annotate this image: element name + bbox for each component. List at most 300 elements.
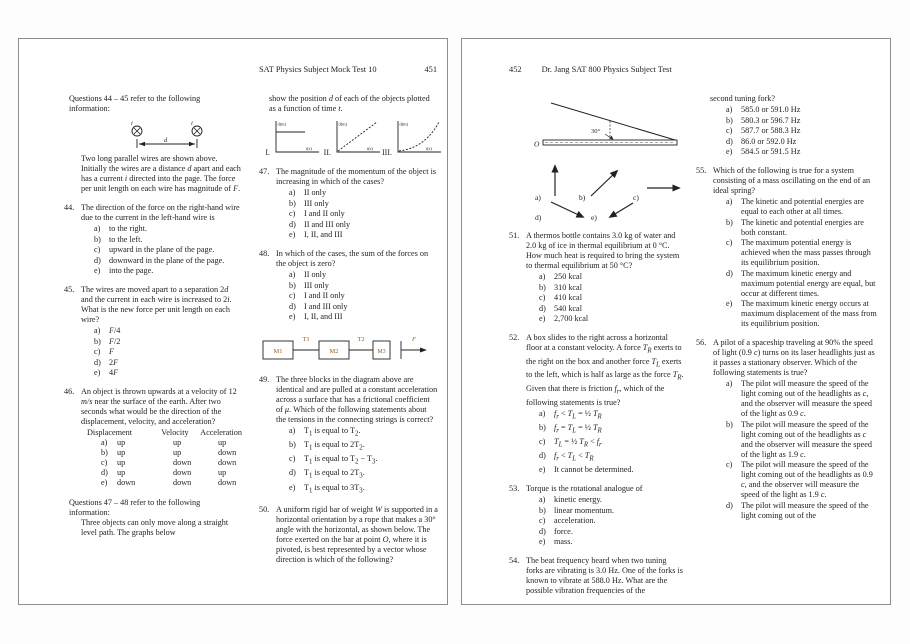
option-label: a)	[289, 188, 296, 197]
answer-option	[526, 314, 685, 324]
option-label: e)	[289, 482, 296, 492]
option-label: b)	[726, 115, 733, 125]
cell-velocity: down	[173, 458, 192, 467]
pivot-label: O	[534, 139, 540, 149]
question-stem: The wires are moved apart to a separation 2d and the current in each wire is increased to 2i. What is the new force per unit length on each wire?	[81, 285, 232, 324]
answer-option	[81, 256, 242, 266]
arrow-down-right	[551, 202, 583, 217]
option-text: The pilot will measure the speed of the light coming out of the	[741, 500, 869, 520]
answer-option	[526, 495, 685, 505]
option-text: 540 kcal	[554, 303, 582, 313]
tension-1-label: T1	[302, 336, 310, 343]
option-label: a)	[726, 197, 733, 206]
answer-option	[526, 527, 685, 537]
option-label: a)	[726, 379, 733, 388]
question-number: 51.	[509, 231, 520, 240]
pivoted-bar-rope-diagram	[515, 100, 685, 150]
graph-III	[381, 118, 442, 158]
question-number: 50.	[259, 505, 270, 515]
option-text: F	[109, 347, 115, 356]
answer-option	[81, 245, 242, 255]
option-text: $f_r < T_L$ = ½ $T_R$	[554, 408, 602, 421]
option-label: a)	[726, 105, 733, 114]
option-label: a)	[94, 224, 101, 233]
option-text: $T_1$ is equal to $2T_3$.	[304, 468, 365, 481]
table-row	[81, 438, 242, 448]
position-time-graphs	[259, 118, 438, 158]
answer-option	[713, 299, 878, 329]
option-label: a)	[94, 326, 101, 335]
svg-text:d(m): d(m)	[277, 121, 287, 127]
answer-option	[526, 409, 685, 423]
option-label: b)	[539, 505, 546, 515]
left-page-column-2	[259, 94, 438, 565]
option-label: c)	[94, 347, 101, 356]
option-label: d)	[289, 301, 296, 311]
question-stem: In which of the cases, the sum of the forces on the object is zero?	[276, 249, 429, 268]
cell-velocity: down	[173, 478, 192, 487]
option-label: d)	[94, 357, 101, 367]
option-label: e)	[289, 230, 296, 239]
answer-option	[276, 270, 438, 280]
answer-options	[713, 105, 878, 157]
table-body	[81, 438, 242, 488]
cell-acceleration: down	[218, 458, 237, 467]
option-text: $T_L$ = ½ $T_R < f_r$	[554, 436, 602, 449]
option-label: b)	[289, 280, 296, 290]
graph-III-plot	[393, 118, 442, 158]
question-stem: The direction of the force on the right-hand wire due to the current in the left-hand wire is	[81, 203, 240, 222]
option-label: e)	[289, 312, 296, 321]
option-label: a)	[539, 495, 546, 505]
answer-option	[713, 105, 878, 115]
question-number: 48.	[259, 249, 270, 258]
answer-option	[526, 506, 685, 516]
option-label: b)	[94, 234, 101, 244]
answer-option	[713, 147, 878, 157]
question-47	[259, 167, 438, 240]
table-row	[81, 468, 242, 478]
three-blocks-diagram	[261, 334, 438, 366]
parallel-wires-diagram	[112, 118, 242, 151]
option-text: into the page.	[109, 266, 154, 275]
option-text: $f_r < T_L < T_R$	[554, 450, 594, 463]
graph-label: II.	[323, 148, 331, 157]
option-text: II only	[304, 270, 327, 279]
ref-47-48-intro: Three objects can only move along a straight level path. The graphs below	[81, 518, 229, 537]
option-label: d)	[289, 468, 296, 478]
force-label: F	[412, 336, 416, 343]
question-54-options	[696, 104, 878, 157]
answer-option	[526, 283, 685, 293]
left-current-label: i	[131, 120, 133, 127]
option-text: The pilot will measure the speed of the light coming out of the headlights as c and the observer will measure the speed of the light as 1.9 c.	[741, 419, 872, 459]
question-stem: A pilot of a spaceship traveling at 90% the speed of light (0.9 c) turns on its laser headlights just as it passes a stationary observer. Which of the following statements is true?	[713, 338, 875, 377]
option-text: 2F	[109, 357, 119, 367]
option-text: 580.3 or 596.7 Hz	[741, 115, 801, 125]
answer-option	[81, 326, 242, 336]
option-text: The maximum potential energy is achieved when the mass passes through its equilibrium position.	[741, 238, 871, 267]
answer-option	[276, 468, 438, 482]
option-text: III only	[304, 280, 329, 290]
answer-option	[526, 423, 685, 437]
block-1-label: M1	[273, 348, 283, 355]
answer-option	[526, 537, 685, 547]
option-text: mass.	[554, 537, 573, 547]
distance-label: d	[164, 137, 168, 144]
question-number: 54.	[509, 556, 520, 566]
option-label: a)	[539, 408, 546, 418]
option-label: e)	[94, 368, 101, 377]
question-56	[696, 338, 878, 521]
cell-velocity: up	[173, 448, 182, 457]
answer-option	[276, 199, 438, 209]
answer-option	[526, 516, 685, 526]
question-54	[509, 556, 685, 596]
cell-displacement: up	[117, 448, 126, 457]
block-3-label: M3	[377, 349, 386, 355]
question-stem: Torque is the rotational analogue of	[526, 484, 643, 494]
answer-option	[526, 272, 685, 282]
header-title: SAT Physics Subject Mock Test 10	[259, 65, 377, 74]
cell-velocity: up	[173, 438, 182, 447]
option-text: $T_1$ is equal to $T_2$.	[304, 426, 361, 438]
question-stem: A thermos bottle contains 3.0 kg of water and 2.0 kg of ice in thermal equilibrium at 0 °C. How much heat is required to bring the system to thermal equilibrium at 50 °C?	[526, 231, 680, 270]
ref-47-48-intro-continued: show the position d of each of the objects plotted as a function of time t.	[269, 94, 430, 113]
graph-label: III.	[382, 148, 392, 157]
option-label: e)	[94, 266, 101, 275]
answer-option	[81, 224, 242, 234]
answer-options	[81, 224, 242, 276]
answer-option	[713, 420, 878, 460]
right-page-column-1	[509, 94, 685, 596]
option-label: b)	[726, 419, 733, 429]
answer-options	[713, 379, 878, 521]
answer-options	[276, 188, 438, 240]
cell-acceleration: up	[218, 468, 227, 477]
cell-acceleration: down	[218, 478, 237, 487]
cell-displacement: up	[117, 458, 126, 467]
option-label: a)	[289, 426, 296, 435]
left-page-column-1	[64, 94, 242, 538]
option-b-label: b)	[579, 193, 586, 202]
question-number: 53.	[509, 484, 520, 494]
block-2-label: M2	[329, 348, 339, 355]
option-label: c)	[539, 436, 546, 446]
question-stem: The beat frequency heard when two tuning forks are vibrating is 3.0 Hz. One of the forks is known to vibrate at 588.0 Hz. What are the possible vibration frequencies of the	[526, 556, 683, 596]
option-label: d)	[726, 500, 733, 510]
option-d-label: d)	[535, 213, 542, 222]
tension-2-label: T2	[357, 336, 365, 343]
option-text: acceleration.	[554, 516, 596, 526]
option-label: e)	[539, 537, 546, 547]
question-46	[64, 387, 242, 488]
option-text: I, II, and III	[304, 312, 343, 321]
question-52	[509, 333, 685, 475]
option-label: d)	[726, 136, 733, 146]
graph-label: I.	[265, 148, 270, 157]
option-label: c)	[539, 516, 546, 526]
option-c-label: c)	[633, 193, 639, 202]
cell-displacement: up	[117, 438, 126, 447]
cell-displacement: down	[117, 478, 136, 487]
answer-options	[276, 426, 438, 496]
answer-option	[276, 312, 438, 322]
arrow-down-left	[610, 203, 633, 217]
option-text: downward in the plane of the page.	[109, 255, 225, 265]
option-label: b)	[539, 282, 546, 292]
option-label: a)	[101, 438, 108, 447]
option-label: e)	[101, 478, 108, 487]
option-text: force.	[554, 526, 573, 536]
option-label: c)	[539, 293, 546, 302]
book-page-left	[18, 38, 448, 605]
graph-I-plot	[271, 118, 320, 158]
answer-option	[713, 460, 878, 500]
question-stem: An object is thrown upwards at a velocity of 12 m/s near the surface of the earth. After two seconds what would be the direction of the displacement, velocity, and acceleration?	[81, 387, 237, 426]
answer-option	[526, 451, 685, 465]
answer-option	[276, 483, 438, 497]
answer-option	[276, 220, 438, 230]
option-label: b)	[101, 448, 108, 457]
option-label: d)	[101, 468, 108, 477]
answer-option	[276, 440, 438, 454]
graph-II-plot	[332, 118, 381, 158]
question-number: 44.	[64, 203, 75, 212]
option-text: $T_1$ is equal to $3T_3$.	[304, 482, 365, 495]
svg-text:t(s): t(s)	[367, 146, 373, 151]
col-header-acceleration: Acceleration	[200, 428, 242, 437]
page-number: 452	[509, 65, 522, 74]
option-text: 584.5 or 591.5 Hz	[741, 147, 801, 156]
option-label: c)	[289, 291, 296, 300]
answer-option	[276, 291, 438, 301]
option-label: a)	[289, 270, 296, 279]
book-page-right	[461, 38, 891, 605]
question-54-continued: second tuning fork?	[710, 94, 776, 103]
option-text: to the left.	[109, 234, 143, 244]
option-a-label: a)	[535, 193, 541, 202]
header-title: Dr. Jang SAT 800 Physics Subject Test	[541, 65, 672, 74]
option-text: The kinetic and potential energies are equal to each other at all times.	[741, 197, 864, 216]
option-label: e)	[539, 465, 546, 475]
question-stem: A uniform rigid bar of weight W is supported in a horizontal orientation by a rope that makes a 30° angle with the horizontal, as shown below. The force exerted on the bar at point O, where it is pivoted, is best represented by a vector whose direction is which of the following?	[276, 505, 438, 565]
question-49	[259, 375, 438, 496]
option-label: d)	[539, 450, 546, 460]
option-text: $f_r = T_L$ = ½ $T_R$	[554, 422, 602, 435]
answer-option	[276, 454, 438, 468]
answer-option	[81, 266, 242, 276]
answer-option	[526, 304, 685, 314]
page-number: 451	[424, 65, 437, 74]
option-label: d)	[539, 526, 546, 536]
answer-options	[526, 495, 685, 547]
answer-option	[526, 465, 685, 475]
graph-I	[259, 118, 320, 158]
option-label: c)	[101, 458, 108, 467]
option-label: c)	[289, 454, 296, 464]
option-text: III only	[304, 198, 329, 208]
ref-44-45-intro: Two long parallel wires are shown above. Initially the wires are a distance d apart and each has a current i directed into the page. The force per unit length on each wire has magnitude of F.	[81, 154, 241, 193]
option-text: The kinetic and potential energies are both constant.	[741, 217, 864, 237]
option-label: e)	[726, 147, 733, 156]
option-text: 2,700 kcal	[554, 314, 589, 323]
answer-options	[713, 197, 878, 329]
option-label: a)	[539, 272, 546, 281]
answer-options	[276, 270, 438, 322]
answer-option	[526, 293, 685, 303]
answer-option	[276, 302, 438, 312]
answer-option	[713, 116, 878, 126]
answer-option	[276, 230, 438, 240]
option-text: F/2	[109, 336, 121, 346]
ref-47-48-heading: Questions 47 – 48 refer to the following information:	[69, 498, 201, 517]
option-label: c)	[726, 238, 733, 247]
option-text: The maximum kinetic energy occurs at maximum displacement of the mass from its equilibrium position.	[741, 299, 877, 328]
option-label: d)	[726, 268, 733, 278]
answer-option	[713, 218, 878, 238]
question-number: 46.	[64, 387, 75, 396]
option-label: b)	[289, 440, 296, 450]
answer-option	[81, 368, 242, 378]
option-text: F/4	[109, 326, 121, 335]
answer-option	[276, 188, 438, 198]
answer-options	[526, 409, 685, 476]
option-text: 250 kcal	[554, 272, 582, 281]
question-stem: Which of the following is true for a system consisting of a mass oscillating on the end of an ideal spring?	[713, 166, 871, 195]
answer-option	[713, 238, 878, 268]
option-text: I and II only	[304, 209, 345, 218]
option-text: I and III only	[304, 301, 348, 311]
option-text: I and II only	[304, 291, 345, 300]
cell-velocity: down	[173, 468, 192, 477]
direction-answer-arrows	[521, 156, 685, 222]
option-text: 4F	[109, 368, 119, 377]
col-header-velocity: Velocity	[161, 428, 189, 437]
option-label: d)	[94, 255, 101, 265]
arrow-up-right	[591, 171, 617, 196]
option-text: 86.0 or 592.0 Hz	[741, 136, 797, 146]
question-44	[64, 203, 242, 276]
answer-option	[713, 137, 878, 147]
table-row	[81, 458, 242, 468]
cell-acceleration: down	[218, 448, 237, 457]
question-number: 49.	[259, 375, 270, 384]
answer-option	[276, 209, 438, 219]
question-number: 55.	[696, 166, 707, 175]
svg-text:t(s): t(s)	[306, 146, 312, 151]
question-stem: A box slides to the right across a horizontal floor at a constant velocity. A force $T_R$ exerts to the right on the box and another force $T_L$ exerts to the left, which is half as large as the force $T_R$. Given that there is friction $f_r$, which of the following statements is true?	[526, 333, 684, 407]
right-current-label: i	[191, 120, 193, 127]
option-label: c)	[289, 209, 296, 218]
svg-text:t(s): t(s)	[426, 146, 432, 151]
option-text: II and III only	[304, 219, 351, 229]
cell-acceleration: up	[218, 438, 227, 447]
ref-44-45-heading: Questions 44 – 45 refer to the following information:	[69, 94, 201, 113]
svg-text:d(m): d(m)	[399, 121, 409, 127]
answer-option	[713, 269, 878, 299]
answer-option	[81, 235, 242, 245]
question-number: 47.	[259, 167, 270, 176]
question-stem: The three blocks in the diagram above are identical and are pulled at a constant acceleration across a surface that has a frictional coefficient of μ. Which of the following statements about the tensions in the connecting strings is correct?	[276, 375, 438, 424]
question-48	[259, 249, 438, 322]
option-text: The pilot will measure the speed of the light coming out of the headlights as 0.9 c, and the observer will measure the speed of the light as 1.9 c.	[741, 460, 873, 499]
rope-line	[551, 103, 675, 140]
option-label: d)	[289, 219, 296, 229]
option-text: to the right.	[109, 224, 147, 233]
question-51	[509, 231, 685, 324]
answer-options	[526, 272, 685, 324]
option-text: II only	[304, 188, 327, 197]
answer-option	[713, 126, 878, 136]
answer-option	[713, 379, 878, 419]
option-label: b)	[289, 198, 296, 208]
right-page-column-2	[696, 94, 878, 521]
table-row	[81, 478, 242, 488]
angle-label: 30°	[591, 128, 601, 135]
option-text: The pilot will measure the speed of the light coming out of the headlights as c, and the observer will measure the speed of the light as 0.9 c.	[741, 379, 872, 418]
answer-option	[276, 426, 438, 440]
option-text: linear momentum.	[554, 505, 615, 515]
answer-option	[81, 347, 242, 357]
option-label: e)	[539, 314, 546, 323]
q46-answer-table	[81, 428, 242, 488]
answer-option	[81, 358, 242, 368]
option-label: b)	[94, 336, 101, 346]
option-label: e)	[726, 299, 733, 308]
option-text: 585.0 or 591.0 Hz	[741, 105, 801, 114]
table-header-row	[81, 428, 242, 438]
answer-options	[81, 326, 242, 378]
graph-II	[320, 118, 381, 158]
question-number: 52.	[509, 333, 520, 342]
cell-displacement: up	[117, 468, 126, 477]
answer-option	[81, 337, 242, 347]
answer-option	[713, 197, 878, 217]
question-55	[696, 166, 878, 329]
option-text: upward in the plane of the page.	[109, 245, 215, 254]
running-header	[259, 65, 439, 75]
question-50	[259, 505, 438, 565]
col-header-displacement: Displacement	[87, 428, 133, 437]
option-text: $T_1$ is equal to $2T_2$.	[304, 440, 365, 452]
option-text: 310 kcal	[554, 282, 582, 292]
option-text: I, II, and III	[304, 230, 343, 239]
option-label: d)	[539, 303, 546, 313]
option-label: b)	[539, 422, 546, 432]
option-label: b)	[726, 217, 733, 227]
question-number: 45.	[64, 285, 75, 294]
question-number-spacer	[696, 104, 713, 157]
option-text: 410 kcal	[554, 293, 582, 302]
option-text: It cannot be determined.	[554, 465, 634, 475]
running-header	[509, 65, 672, 75]
option-text: $T_1$ is equal to $T_2 - T_3$.	[304, 454, 378, 466]
svg-text:d(m): d(m)	[338, 121, 348, 127]
question-number: 56.	[696, 338, 707, 347]
question-45	[64, 285, 242, 378]
table-row	[81, 448, 242, 458]
option-e-label: e)	[591, 213, 597, 222]
answer-option	[276, 281, 438, 291]
option-text: kinetic energy.	[554, 495, 602, 505]
option-label: c)	[726, 126, 733, 135]
answer-option	[713, 501, 878, 521]
option-text: The maximum kinetic energy and maximum potential energy are equal, but occur at different times.	[741, 268, 876, 298]
option-label: c)	[94, 245, 101, 254]
question-stem: The magnitude of the momentum of the object is increasing in which of the cases?	[276, 167, 437, 186]
option-label: c)	[726, 460, 733, 469]
